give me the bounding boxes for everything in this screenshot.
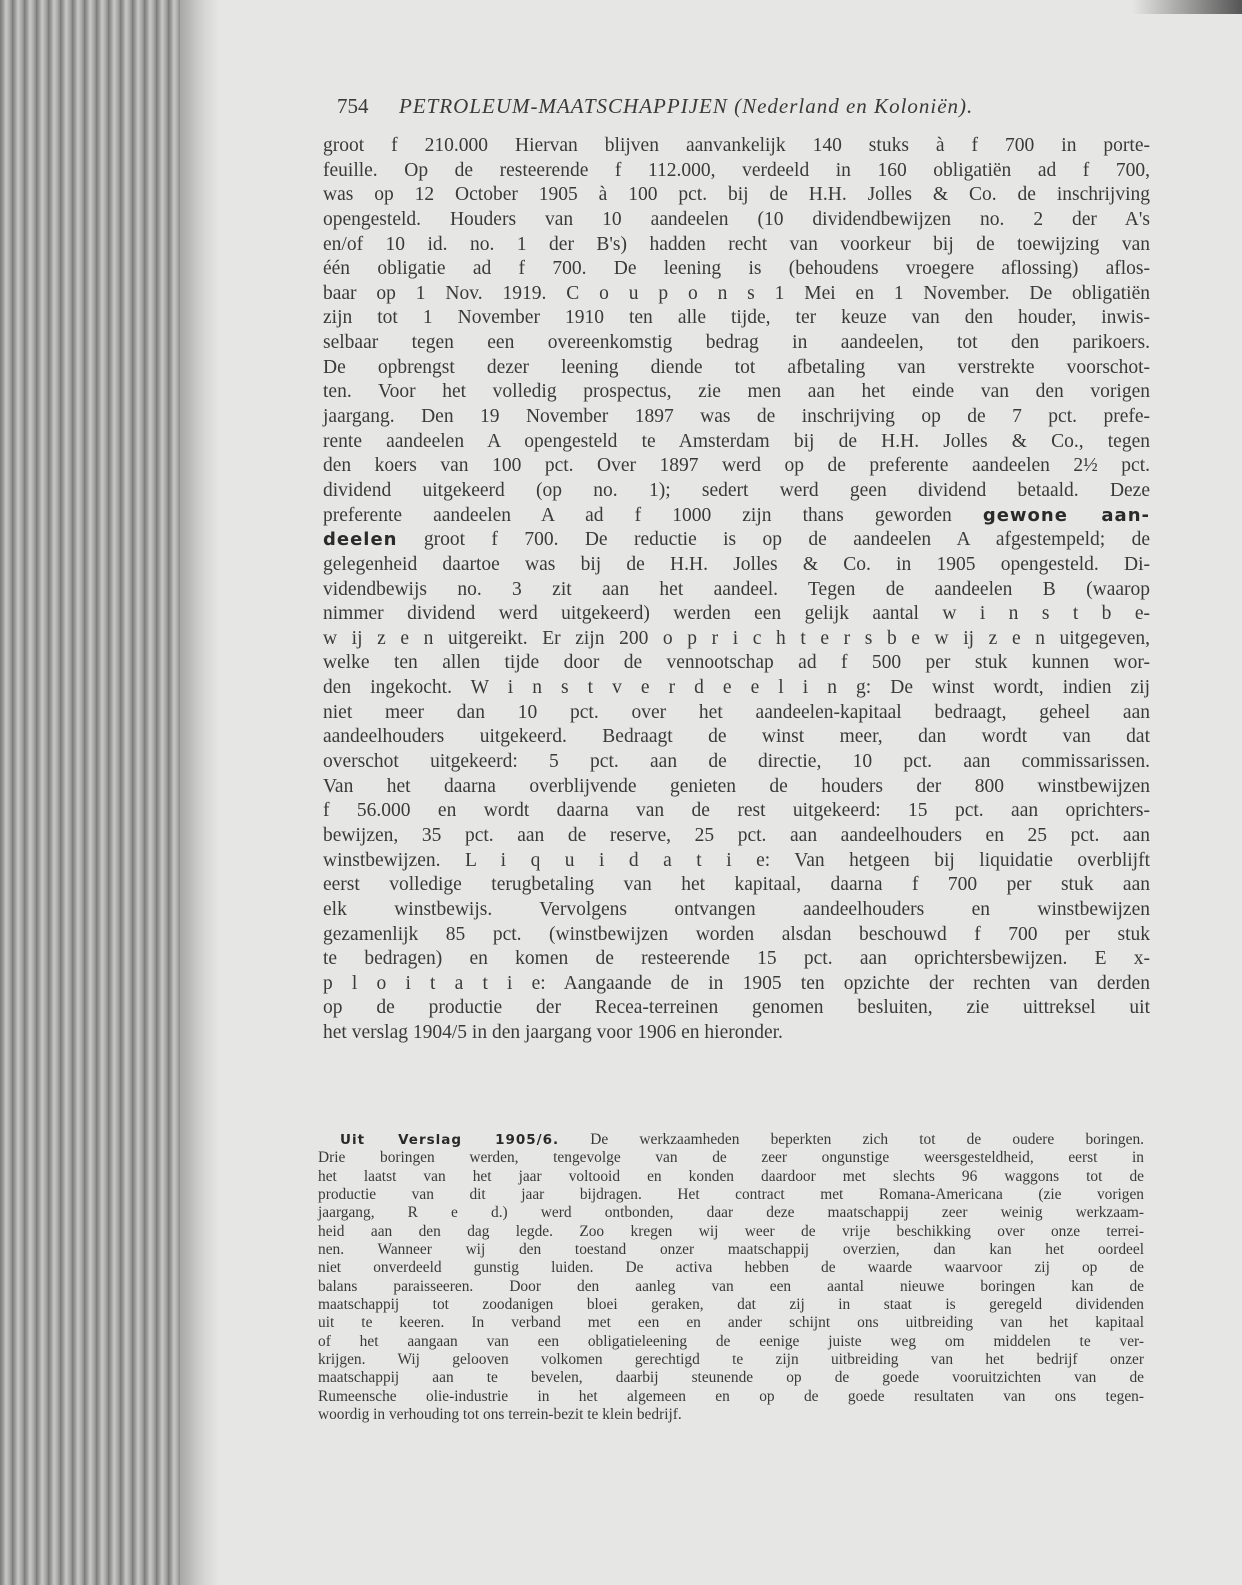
text-line: of het aangaan van een obligatieleening de eenige juiste weg om middelen te ver- [318,1332,1144,1350]
text-line: den koers van 100 pct. Over 1897 werd op de preferente aandeelen 2½ pct. [323,455,1150,477]
text-line: rente aandeelen A opengesteld te Amsterdam bij de H.H. Jolles & Co., tegen [323,430,1150,452]
text-line: nimmer dividend werd uitgekeerd) werden een gelijk aantal w i n s t b e- [323,603,1150,625]
text-line: Drie boringen werden, tengevolge van de zeer ongunstige weersgesteldheid, eerst in [318,1149,1144,1167]
text-line: bewijzen, 35 pct. aan de reserve, 25 pct. aan aandeelhouders en 25 pct. aan [323,824,1150,846]
text-line [323,528,1150,553]
main-text [323,134,1150,1046]
text-line [323,504,1150,529]
text-line: De opbrengst dezer leening diende tot afbetaling van verstrekte voorschot- [323,356,1150,378]
text-line: Rumeensche olie-industrie in het algemeen en op de goede resultaten van ons tegen- [318,1387,1144,1405]
text-line: elk winstbewijs. Vervolgens ontvangen aandeelhouders en winstbewijzen [323,898,1150,920]
bold-term: gewone aan- [982,504,1150,526]
text-line: op de productie der Recea-terreinen genomen besluiten, zie uittreksel uit [323,997,1150,1019]
text-segment: preferente aandeelen A ad f 1000 zijn thans geworden [323,504,952,526]
text-line: p l o i t a t i e: Aangaande de in 1905 ten opzichte der rechten van derden [323,972,1150,994]
text-line: heid aan den dag legde. Zoo kregen wij weer de vrije beschikking over onze terrei- [318,1222,1144,1240]
text-line: w ij z e n uitgereikt. Er zijn 200 o p r i c h t e r s b e w ij z e n uitgegeven, [323,627,1150,649]
text-line: gezamenlijk 85 pct. (winstbewijzen worden alsdan beschouwd f 700 per stuk [323,923,1150,945]
text-line: selbaar tegen een overeenkomstig bedrag in aandeelen, tot den parikoers. [323,332,1150,354]
text-line: opengesteld. Houders van 10 aandeelen (10 dividendbewijzen no. 2 der A's [323,208,1150,230]
text-line: was op 12 October 1905 à 100 pct. bij de H.H. Jolles & Co. de inschrijving [323,184,1150,206]
report-excerpt [318,1131,1144,1425]
text-line: productie van dit jaar bijdragen. Het contract met Romana-Americana (zie vorigen [318,1186,1144,1204]
text-line: videndbewijs no. 3 zit aan het aandeel. Tegen de aandeelen B (waarop [323,578,1150,600]
text-line: één obligatie ad f 700. De leening is (behoudens vroegere aflossing) aflos- [323,258,1150,280]
text-line: Van het daarna overblijvende genieten de houders der 800 winstbewijzen [323,775,1150,797]
text-segment: groot f 700. De reductie is op de aandeelen A afgestempeld; de [423,529,1151,551]
text-line: gelegenheid daartoe was bij de H.H. Jolles & Co. in 1905 opengesteld. Di- [323,553,1150,575]
text-line: welke ten allen tijde door de vennootschap ad f 500 per stuk kunnen wor- [323,652,1150,674]
text-line: woordig in verhouding tot ons terrein-bezit te klein bedrijf. [318,1406,682,1424]
text-line [318,1131,1144,1149]
text-line: ten. Voor het volledig prospectus, zie men aan het einde van den vorigen [323,381,1150,403]
text-line: overschot uitgekeerd: 5 pct. aan de directie, 10 pct. aan commissarissen. [323,751,1150,773]
text-line: baar op 1 Nov. 1919. C o u p o n s 1 Mei en 1 November. De obligatiën [323,282,1150,304]
bold-term: Uit Verslag 1905/6. [340,1132,560,1148]
text-line: nen. Wanneer wij den toestand onzer maatschappij overzien, dan kan het oordeel [318,1241,1144,1259]
text-line: maatschappij aan te bevelen, daarbij steunende op de goede vooruitzichten van de [318,1369,1144,1387]
text-line: f 56.000 en wordt daarna van de rest uitgekeerd: 15 pct. aan oprichters- [323,800,1150,822]
text-line: den ingekocht. W i n s t v e r d e e l i n g: De winst wordt, indien zij [323,677,1150,699]
text-line: winstbewijzen. L i q u i d a t i e: Van hetgeen bij liquidatie overblijft [323,849,1150,871]
text-line: het laatst van het jaar voltooid en konden daardoor met slechts 96 waggons tot de [318,1167,1144,1185]
running-title: PETROLEUM-MAATSCHAPPIJEN (Nederland en Koloniën). [399,94,974,118]
text-line: aandeelhouders uitgekeerd. Bedraagt de winst meer, dan wordt van dat [323,726,1150,748]
text-line: feuille. Op de resteerende f 112.000, verdeeld in 160 obligatiën ad f 700, [323,159,1150,181]
bold-term: deelen [323,529,398,551]
text-segment: De werkzaamheden beperkten zich tot de oudere boringen. [590,1131,1144,1148]
text-line: jaargang. Den 19 November 1897 was de inschrijving op de 7 pct. prefe- [323,406,1150,428]
text-line: balans paraisseeren. Door den aanleg van een aantal nieuwe boringen kan de [318,1277,1144,1295]
text-line: uit te keeren. In verband met een en ander schijnt ons uitbreiding van het kapitaal [318,1314,1144,1332]
text-line: niet onverdeeld gunstig luiden. De activa hebben de waarde waarvoor zij op de [318,1259,1144,1277]
text-line: eerst volledige terugbetaling van het kapitaal, daarna f 700 per stuk aan [323,874,1150,896]
text-line: en/of 10 id. no. 1 der B's) hadden recht van voorkeur bij de toewijzing van [323,233,1150,255]
text-line: dividend uitgekeerd (op no. 1); sedert werd geen dividend betaald. Deze [323,479,1150,501]
text-line: groot f 210.000 Hiervan blijven aanvankelijk 140 stuks à f 700 in porte- [323,135,1150,156]
text-line: het verslag 1904/5 in den jaargang voor 1906 en hieronder. [323,1022,783,1044]
text-line: jaargang, R e d.) werd ontbonden, daar deze maatschappij zeer weinig werkzaam- [318,1204,1144,1222]
text-line: maatschappij tot zoodanigen bloei geraken, dat zij in staat is geregeld dividenden [318,1296,1144,1314]
text-line: zijn tot 1 November 1910 ten alle tijde, ter keuze van den houder, inwis- [323,307,1150,329]
text-line: krijgen. Wij gelooven volkomen gerechtigd te zijn uitbreiding van het bedrijf onzer [318,1351,1144,1369]
text-line: niet meer dan 10 pct. over het aandeelen-kapitaal bedraagt, geheel aan [323,701,1150,723]
text-line: te bedragen) en komen de resteerende 15 pct. aan oprichtersbewijzen. E x- [323,948,1150,970]
page-number: 754 [337,94,369,118]
